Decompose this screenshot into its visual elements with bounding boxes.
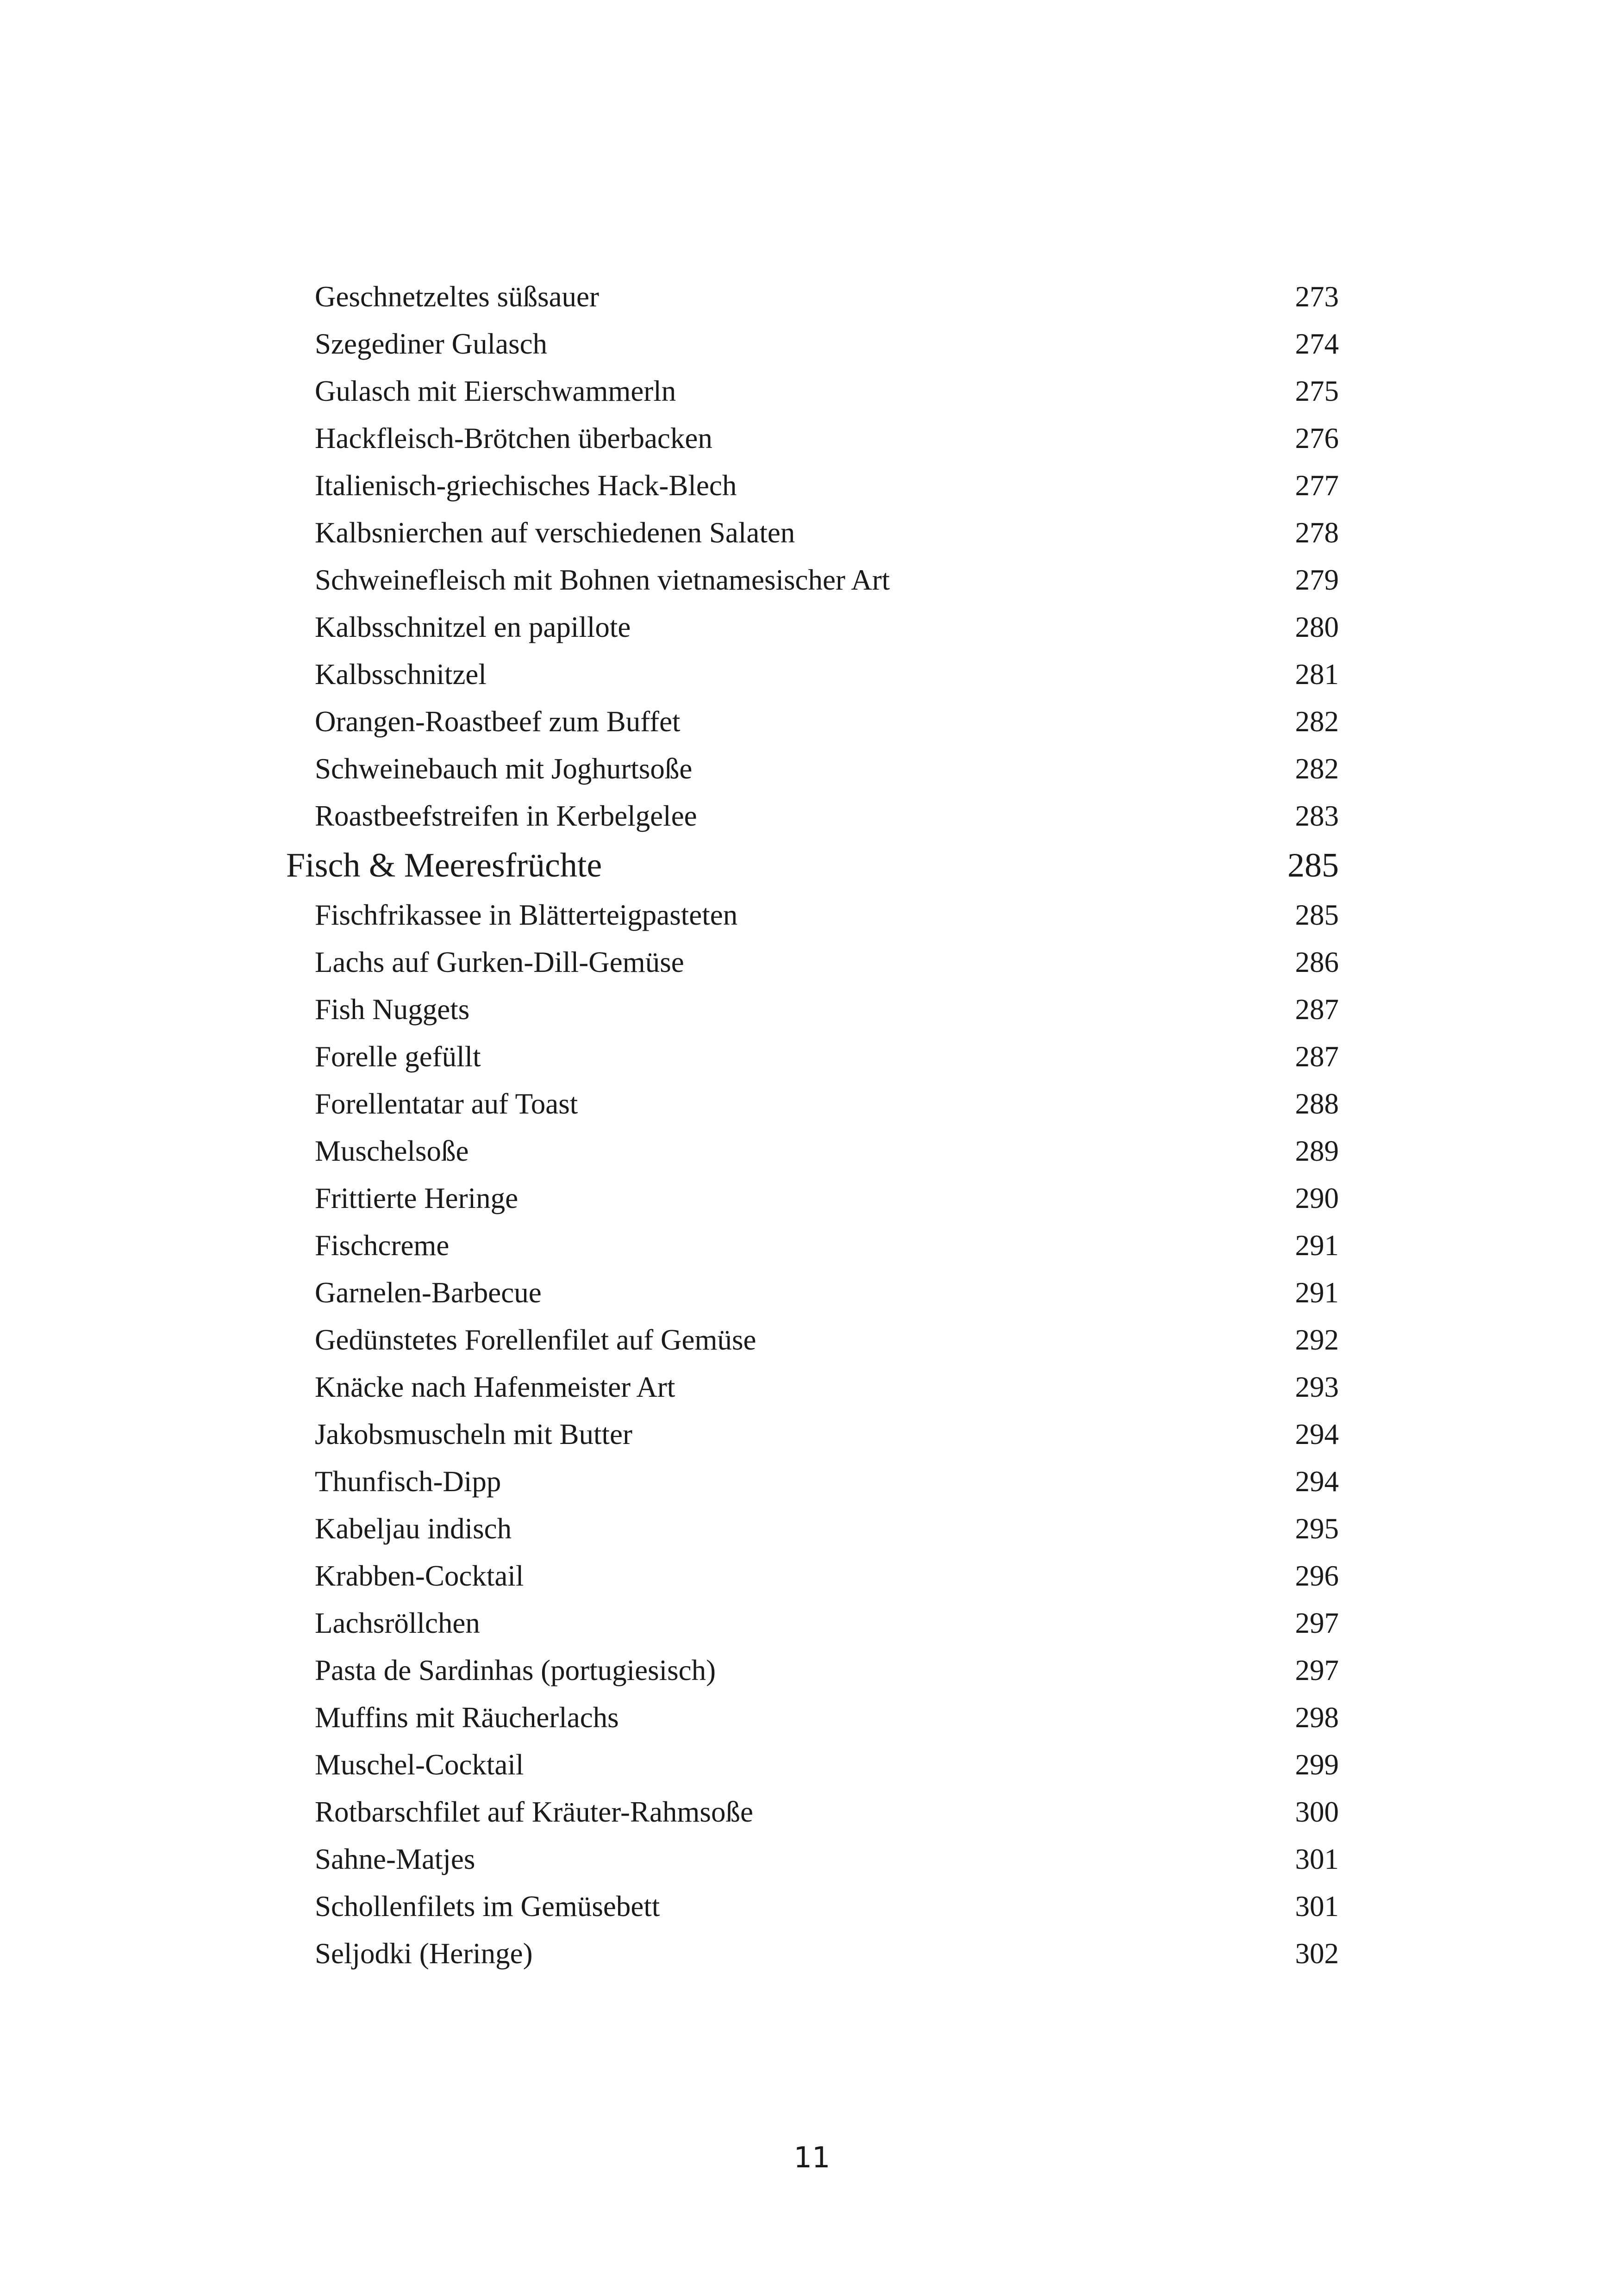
- toc-entry-title: Schweinebauch mit Joghurtsoße: [315, 753, 693, 785]
- page-footer-number: 11: [793, 2140, 831, 2174]
- toc-entry-title: Fish Nuggets: [315, 993, 470, 1026]
- toc-entry-title: Muschel-Cocktail: [315, 1748, 524, 1781]
- toc-entry-title: Muffins mit Räucherlachs: [315, 1701, 619, 1734]
- toc-entry[interactable]: [0, 698, 1624, 745]
- toc-entry-title: Szegediner Gulasch: [315, 328, 548, 360]
- toc-entry-title: Gedünstetes Forellenfilet auf Gemüse: [315, 1324, 756, 1356]
- toc-entry-title: Kalbsschnitzel en papillote: [315, 611, 631, 643]
- toc-entry[interactable]: [0, 1269, 1624, 1316]
- toc-entry-title: Kabeljau indisch: [315, 1512, 512, 1545]
- toc-entry[interactable]: [0, 1741, 1624, 1788]
- toc-entry-page-number: 297: [1295, 1607, 1339, 1639]
- toc-entry-title: Kalbsnierchen auf verschiedenen Salaten: [315, 516, 795, 549]
- toc-entry-page-number: 293: [1295, 1371, 1339, 1403]
- toc-entry-page-number: 290: [1295, 1182, 1339, 1214]
- section-page-number: 285: [1287, 846, 1339, 884]
- toc-entry[interactable]: [0, 1788, 1624, 1836]
- toc-entry[interactable]: [0, 1836, 1624, 1883]
- toc-entry-page-number: 281: [1295, 658, 1339, 691]
- toc-entry-page-number: 297: [1295, 1654, 1339, 1686]
- toc-entry-title: Pasta de Sardinhas (portugiesisch): [315, 1654, 716, 1686]
- toc-entry[interactable]: [0, 415, 1624, 462]
- toc-entry-title: Kalbsschnitzel: [315, 658, 487, 691]
- toc-entry[interactable]: [0, 320, 1624, 367]
- toc-section-heading[interactable]: [0, 840, 1624, 891]
- toc-entry-title: Schollenfilets im Gemüsebett: [315, 1890, 660, 1923]
- toc-entry[interactable]: [0, 1458, 1624, 1505]
- toc-entry-page-number: 302: [1295, 1937, 1339, 1970]
- toc-entry-page-number: 296: [1295, 1560, 1339, 1592]
- toc-entry-title: Forellentatar auf Toast: [315, 1088, 578, 1120]
- toc-entry[interactable]: [0, 1694, 1624, 1741]
- toc-entry[interactable]: [0, 1033, 1624, 1080]
- toc-entry-title: Jakobsmuscheln mit Butter: [315, 1418, 632, 1450]
- toc-entry-title: Gulasch mit Eierschwammerln: [315, 375, 676, 407]
- toc-entry[interactable]: [0, 1080, 1624, 1127]
- toc-entry-page-number: 285: [1295, 899, 1339, 931]
- toc-entry-page-number: 277: [1295, 469, 1339, 502]
- toc-entry-title: Geschnetzeltes süßsauer: [315, 280, 600, 313]
- toc-entry-title: Fischfrikassee in Blätterteigpasteten: [315, 899, 738, 931]
- toc-entry-page-number: 300: [1295, 1796, 1339, 1828]
- toc-entry[interactable]: [0, 1505, 1624, 1552]
- toc-entry-page-number: 301: [1295, 1890, 1339, 1923]
- toc-entry[interactable]: [0, 1316, 1624, 1363]
- section-title: Fisch & Meeresfrüchte: [286, 846, 602, 884]
- toc-entry-page-number: 301: [1295, 1843, 1339, 1875]
- toc-entry[interactable]: [0, 986, 1624, 1033]
- toc-entry-page-number: 288: [1295, 1088, 1339, 1120]
- toc-entry-page-number: 279: [1295, 564, 1339, 596]
- toc-group-before: [0, 273, 1624, 840]
- toc-entry[interactable]: [0, 745, 1624, 792]
- toc-entry-title: Italienisch-griechisches Hack-Blech: [315, 469, 737, 502]
- toc-entry-page-number: 287: [1295, 993, 1339, 1026]
- toc-entry-title: Forelle gefüllt: [315, 1040, 481, 1073]
- toc-entry-page-number: 278: [1295, 516, 1339, 549]
- toc-entry-page-number: 294: [1295, 1465, 1339, 1498]
- table-of-contents: [0, 273, 1624, 1977]
- toc-entry-page-number: 273: [1295, 280, 1339, 313]
- toc-entry[interactable]: [0, 1411, 1624, 1458]
- toc-entry[interactable]: [0, 651, 1624, 698]
- toc-entry[interactable]: [0, 462, 1624, 509]
- toc-entry-page-number: 274: [1295, 328, 1339, 360]
- toc-entry-page-number: 295: [1295, 1512, 1339, 1545]
- toc-entry[interactable]: [0, 1647, 1624, 1694]
- toc-entry-title: Orangen-Roastbeef zum Buffet: [315, 705, 681, 738]
- toc-entry-page-number: 286: [1295, 946, 1339, 978]
- toc-entry-page-number: 291: [1295, 1276, 1339, 1309]
- toc-entry-title: Krabben-Cocktail: [315, 1560, 524, 1592]
- toc-entry[interactable]: [0, 1127, 1624, 1175]
- toc-entry-page-number: 275: [1295, 375, 1339, 407]
- toc-entry-page-number: 282: [1295, 705, 1339, 738]
- toc-entry[interactable]: [0, 604, 1624, 651]
- toc-entry-title: Schweinefleisch mit Bohnen vietnamesischer Art: [315, 564, 890, 596]
- toc-group-after: [0, 891, 1624, 1977]
- toc-entry-title: Fischcreme: [315, 1229, 450, 1262]
- toc-entry[interactable]: [0, 1883, 1624, 1930]
- toc-entry[interactable]: [0, 1930, 1624, 1977]
- toc-entry[interactable]: [0, 1552, 1624, 1599]
- toc-entry-page-number: 291: [1295, 1229, 1339, 1262]
- toc-entry-page-number: 294: [1295, 1418, 1339, 1450]
- toc-entry-title: Muschelsoße: [315, 1135, 469, 1167]
- toc-entry-page-number: 298: [1295, 1701, 1339, 1734]
- toc-entry[interactable]: [0, 367, 1624, 415]
- toc-entry-page-number: 299: [1295, 1748, 1339, 1781]
- toc-entry[interactable]: [0, 891, 1624, 939]
- toc-entry-page-number: 282: [1295, 753, 1339, 785]
- toc-entry-page-number: 283: [1295, 800, 1339, 832]
- toc-entry-title: Hackfleisch-Brötchen überbacken: [315, 422, 712, 454]
- toc-entry[interactable]: [0, 1175, 1624, 1222]
- toc-entry[interactable]: [0, 1599, 1624, 1647]
- toc-entry[interactable]: [0, 1363, 1624, 1411]
- toc-entry-title: Lachs auf Gurken-Dill-Gemüse: [315, 946, 684, 978]
- toc-entry-title: Rotbarschfilet auf Kräuter-Rahmsoße: [315, 1796, 753, 1828]
- toc-entry[interactable]: [0, 1222, 1624, 1269]
- toc-entry[interactable]: [0, 792, 1624, 840]
- toc-entry-title: Thunfisch-Dipp: [315, 1465, 501, 1498]
- toc-entry-title: Roastbeefstreifen in Kerbelgelee: [315, 800, 697, 832]
- toc-entry-page-number: 287: [1295, 1040, 1339, 1073]
- toc-entry[interactable]: [0, 556, 1624, 604]
- toc-entry-title: Knäcke nach Hafenmeister Art: [315, 1371, 675, 1403]
- toc-entry-title: Sahne-Matjes: [315, 1843, 475, 1875]
- toc-entry[interactable]: [0, 273, 1624, 320]
- toc-entry-page-number: 280: [1295, 611, 1339, 643]
- toc-entry-page-number: 276: [1295, 422, 1339, 454]
- toc-entry[interactable]: [0, 939, 1624, 986]
- toc-entry-title: Frittierte Heringe: [315, 1182, 518, 1214]
- toc-entry-title: Seljodki (Heringe): [315, 1937, 533, 1970]
- toc-entry-title: Garnelen-Barbecue: [315, 1276, 542, 1309]
- toc-entry-title: Lachsröllchen: [315, 1607, 480, 1639]
- toc-entry[interactable]: [0, 509, 1624, 556]
- toc-entry-page-number: 289: [1295, 1135, 1339, 1167]
- toc-entry-page-number: 292: [1295, 1324, 1339, 1356]
